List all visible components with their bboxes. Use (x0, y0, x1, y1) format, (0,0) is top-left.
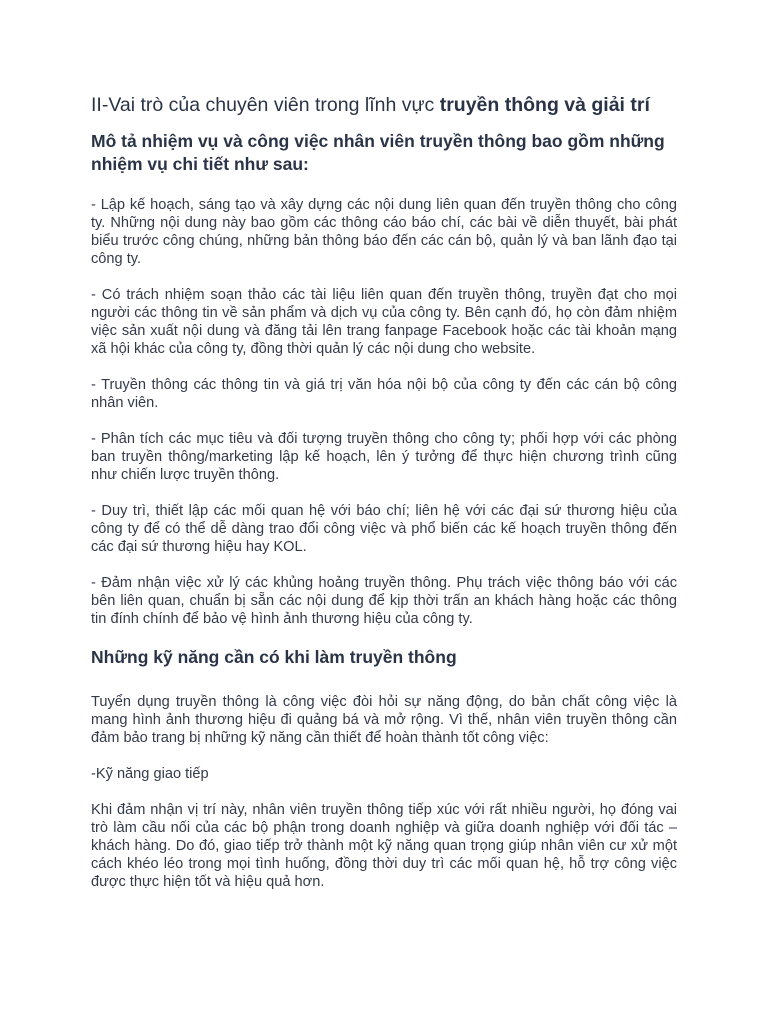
duty-paragraph: - Truyền thông các thông tin và giá trị văn hóa nội bộ của công ty đến các cán bộ công nhân viên. (91, 377, 677, 411)
skills-heading: Những kỹ năng cần có khi làm truyền thông (91, 647, 457, 667)
duties-heading: Mô tả nhiệm vụ và công việc nhân viên truyền thông bao gồm những nhiệm vụ chi tiết như sau: (91, 131, 665, 174)
duty-paragraph: - Có trách nhiệm soạn thảo các tài liệu liên quan đến truyền thông, truyền đạt cho mọi người các thông tin về sản phẩm và dịch vụ của công ty. Bên cạnh đó, họ còn đảm nhiệm việc sản xuất nội dung và đăng tải lên trang fanpage Facebook hoặc các tài khoản mạng xã hội khác của công ty, đồng thời quản lý các nội dung cho website. (91, 287, 677, 357)
duty-paragraph: - Lập kế hoạch, sáng tạo và xây dựng các nội dung liên quan đến truyền thông cho công ty. Những nội dung này bao gồm các thông cáo báo chí, các bài về diễn thuyết, bài phát biểu trước công chúng, những bản thông báo đến các cán bộ, quản lý và ban lãnh đạo tại công ty. (91, 197, 677, 267)
duty-paragraph: - Duy trì, thiết lập các mối quan hệ với báo chí; liên hệ với các đại sứ thương hiệu của công ty để có thể dễ dàng trao đổi công việc và phổ biến các kế hoạch truyền thông đến các đại sứ thương hiệu hay KOL. (91, 503, 677, 555)
document-page (91, 92, 677, 891)
section-title (91, 92, 677, 118)
skills-intro-paragraph: Tuyển dụng truyền thông là công việc đòi hỏi sự năng động, do bản chất công việc là mang hình ảnh thương hiệu đi quảng bá và mở rộng. Vì thế, nhân viên truyền thông cần đảm bảo trang bị những kỹ năng cần thiết để hoàn thành tốt công việc: (91, 694, 677, 746)
duty-paragraph: - Đảm nhận việc xử lý các khủng hoảng truyền thông. Phụ trách việc thông báo với các bên liên quan, chuẩn bị sẵn các nội dung để kịp thời trấn an khách hàng hoặc các thông tin đính chính để bảo vệ hình ảnh thương hiệu của công ty. (91, 575, 677, 627)
section-title-plain: II-Vai trò của chuyên viên trong lĩnh vực (91, 94, 440, 116)
skill-communication-title: -Kỹ năng giao tiếp (91, 766, 209, 782)
skill-communication-body: Khi đảm nhận vị trí này, nhân viên truyền thông tiếp xúc với rất nhiều người, họ đóng vai trò làm cầu nối của các bộ phận trong doanh nghiệp và giữa doanh nghiệp với đối tác – khách hàng. Do đó, giao tiếp trở thành một kỹ năng quan trọng giúp nhân viên cư xử một cách khéo léo trong mọi tình huống, đồng thời duy trì các mối quan hệ, hỗ trợ công việc được thực hiện tốt và hiệu quả hơn. (91, 802, 677, 890)
duty-paragraph: - Phân tích các mục tiêu và đối tượng truyền thông cho công ty; phối hợp với các phòng ban truyền thông/marketing lập kế hoạch, lên ý tưởng để thực hiện chương trình cũng như chiến lược truyền thông. (91, 431, 677, 483)
section-title-bold: truyền thông và giải trí (439, 94, 650, 116)
